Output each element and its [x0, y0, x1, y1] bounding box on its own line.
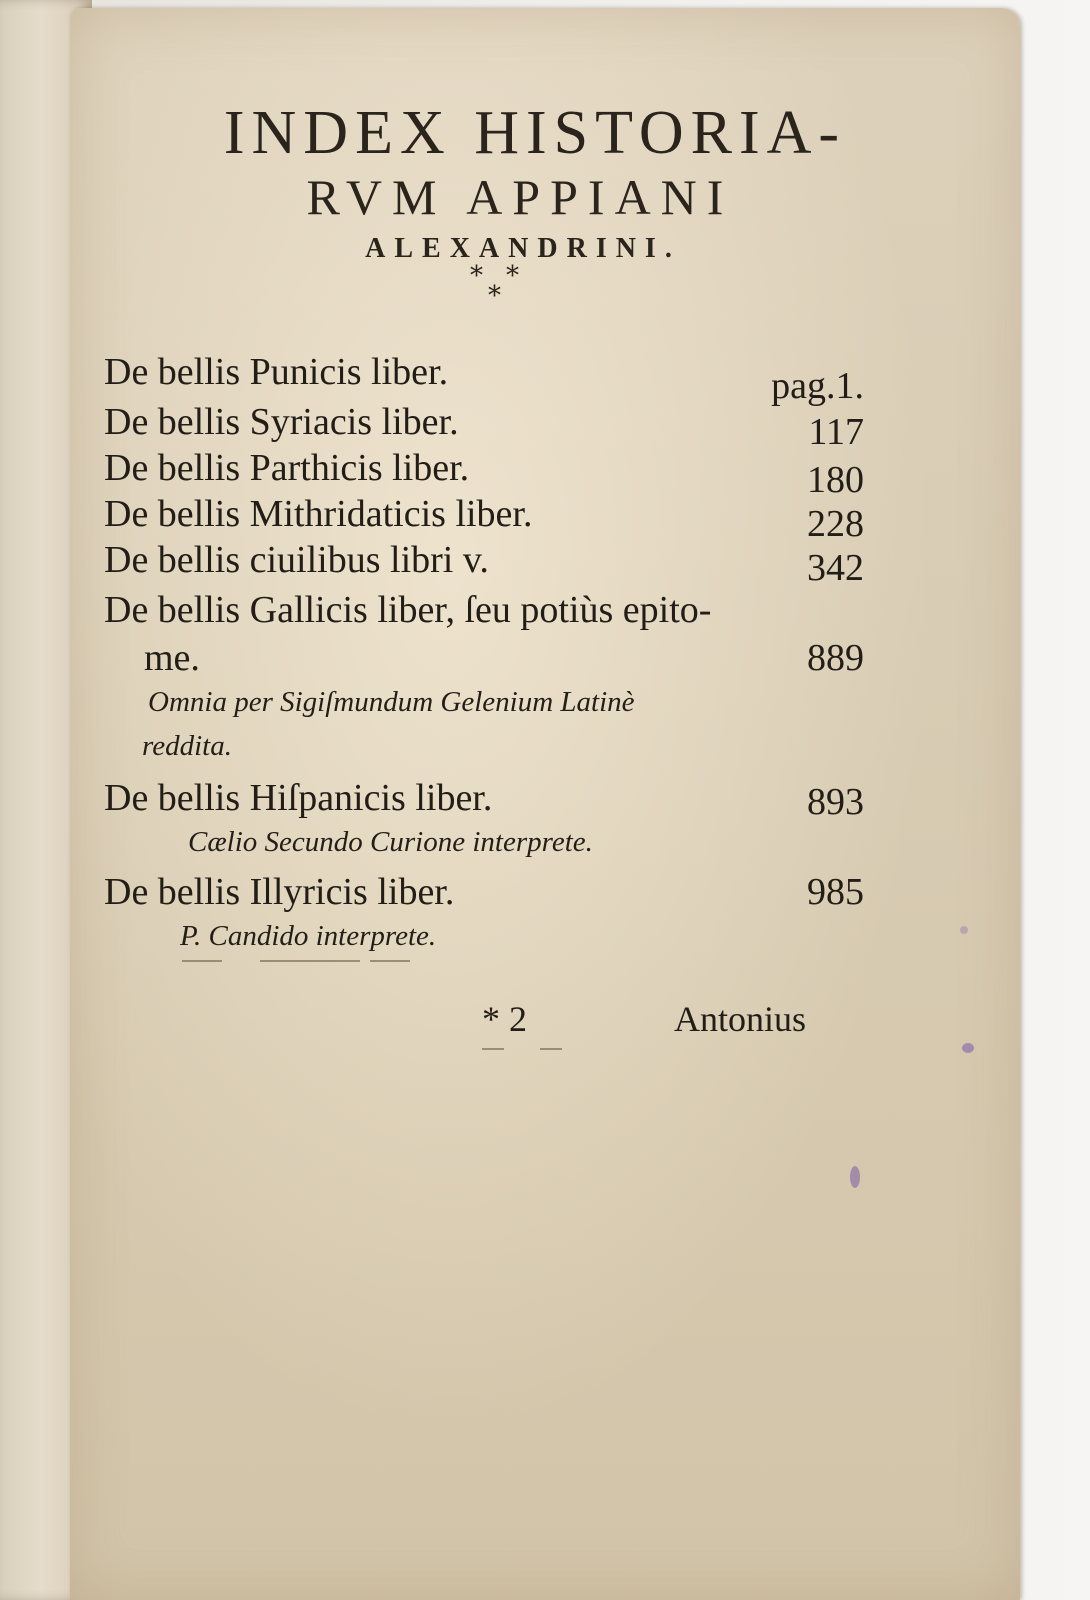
entry-page: pag.1.	[771, 365, 864, 407]
signature-mark: * 2	[482, 999, 527, 1039]
translator-note: P. Candido interprete.	[180, 920, 437, 952]
asterisk-left: *	[470, 261, 483, 291]
entry-page: 893	[807, 781, 864, 823]
entry-title: De bellis Hiſpanicis liber.	[104, 777, 493, 819]
catchword: Antonius	[674, 999, 807, 1039]
entry-page: 180	[807, 459, 864, 501]
index-entry	[104, 400, 864, 453]
entry-page: 342	[807, 547, 864, 589]
index-entry	[104, 588, 864, 636]
print-rule	[482, 1048, 504, 1050]
index-entry	[104, 870, 864, 918]
print-rule	[260, 960, 360, 962]
print-rule	[540, 1048, 562, 1050]
entry-page: 228	[807, 503, 864, 545]
entry-title: me.	[144, 637, 200, 679]
entry-page: 889	[807, 637, 864, 679]
entry-title: De bellis Gallicis liber, ſeu potiùs epito-	[104, 589, 712, 631]
entry-title: De bellis Punicis liber.	[104, 351, 449, 393]
ink-stain	[960, 926, 968, 934]
ink-stain	[850, 1166, 860, 1188]
entry-title: De bellis Syriacis liber.	[104, 401, 459, 443]
translator-note: Cælio Secundo Curione interprete.	[188, 826, 593, 858]
book-page	[70, 8, 1020, 1600]
entry-title: De bellis Parthicis liber.	[104, 447, 470, 489]
ink-stain	[962, 1043, 974, 1053]
index-title-line-3: ALEXANDRINI.	[365, 233, 681, 264]
entry-page: 985	[807, 871, 864, 913]
entry-page: 117	[808, 411, 864, 453]
print-rule	[370, 960, 410, 962]
index-entry	[104, 538, 864, 589]
index-title-line-1: INDEX HISTORIA-	[223, 99, 847, 167]
index-title-line-2: RVM APPIANI	[306, 169, 734, 225]
index-entry	[104, 350, 864, 407]
index-entry	[104, 776, 864, 824]
translator-note: Omnia per Sigiſmundum Gelenium Latinè	[148, 686, 635, 718]
translator-note: reddita.	[142, 730, 232, 762]
index-entry	[104, 446, 864, 501]
entry-title: De bellis Mithridaticis liber.	[104, 493, 533, 535]
print-rule	[182, 960, 222, 962]
index-entry	[104, 492, 864, 545]
asterisk-bottom: *	[488, 281, 501, 311]
asterisk-right: *	[506, 261, 519, 291]
asterism-ornament	[470, 263, 550, 313]
entry-title: De bellis Illyricis liber.	[104, 871, 455, 913]
entry-title: De bellis ciuilibus libri v.	[104, 539, 489, 581]
